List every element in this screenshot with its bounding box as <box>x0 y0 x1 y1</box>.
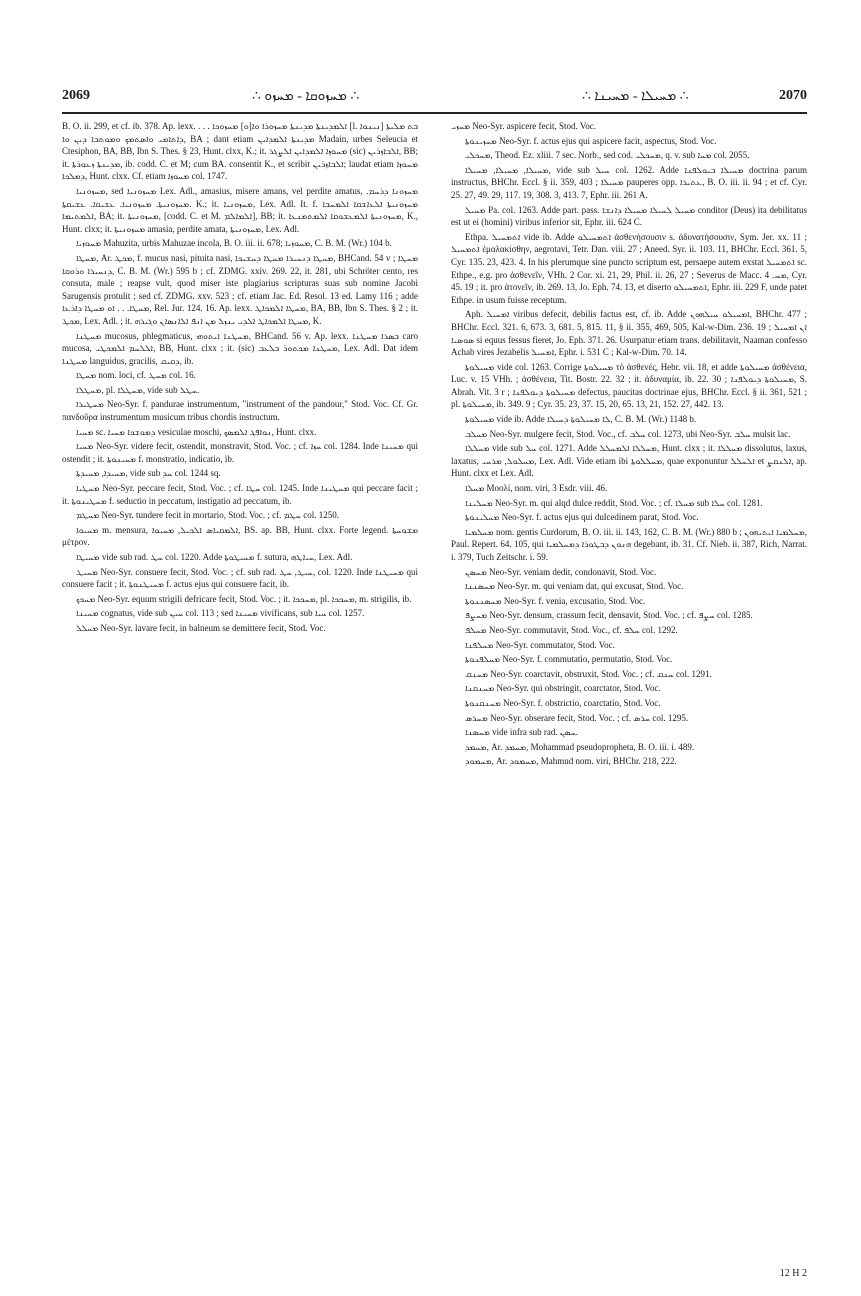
running-head-left: ∴ ܡܚܙܘܩܐ - ܡܚܙܘ ∴ <box>252 89 360 104</box>
left-column <box>62 120 418 637</box>
dictionary-entry: ܡܚܛܐ nom. loci, cf. ܡܚܛ col. 16. <box>76 370 196 381</box>
dictionary-entry: ܡܚܡܕ, Ar. ܡܚܡܕ, Mohammad pseudopropheta, B. O. iii. i. 489. <box>465 741 695 752</box>
right-column <box>451 120 807 770</box>
dictionary-entry: ܡܚܝܕܐ, ܡܚܝܕܬܐ, vide sub ܚܕ col. 1244 sq. <box>76 468 221 479</box>
dictionary-entry: ܡܚܠܐ Μοολί, nom. viri, 3 Esdr. viii. 46. <box>465 483 608 494</box>
dictionary-entry: ܡܚܪܣ Neo-Syr. obserare fecit, Stod. Voc. ; cf. ܚܪܣ col. 1295. <box>465 712 689 723</box>
dictionary-entry: B. O. ii. 299, et cf. ib. 378. Ap. lexx. . . . ܐܠܡܕܝܢܬܐ ܡܕܝܢܬܐ ܡܚܙܘܪܐ ܘܐ[ܘ] ܡܚܙܘܟܐ [l. ܢܝܢܘܐ] ܒܬ ܡܠܝܬܐ ܕܐܬܐܡܝ ܘܐܣܬܡܟ ܘܡܘܬܒܐ ܕܝܢ ܘܐ, BA ; dant etiam ܡܕܝܢܬܐ ܐܠܡܕܐܝܢ Madain, urbes Seleucia et Ctesiphon, BA, BB, Ibn S. Thes. § 23, Hunt. clxx, K.; it. ܡܚܘܙܐ ܐܠܡܕܐܝܢ ܐܠܨܓܪ (sic) ܐܠܒܐܙܪܝܢ, BB; it. ܡܕܝܢܬܐ ܙܥܘܪܬܐ, ib. codd. C. et M; cum BA. consentit K., et scribit ܐܠܒܐܙܪܝܢ; laudat etiam ܡܚܘܙܐ ܕܡܠܟܐ, Hunt. clxx. Cf. etiam ܡܚܘܙܐ col. 1747. <box>62 121 419 182</box>
dictionary-entry: ܡܚܝܠܘܬܐ vide ib. Adde ܠܐ ܡܚܝܠܘܬܐ ܕܚܝܠܐ, C. B. M. (Wr.) 1148 b. <box>465 414 697 425</box>
dictionary-entry: ܡܚܣܢܢܐ Neo-Syr. m. qui veniam dat, qui excusat, Stod. Voc. <box>465 581 684 592</box>
dictionary-entry: ܡܚܠܠ Neo-Syr. lavare fecit, in balneum se demittere fecit, Stod. Voc. <box>76 622 326 633</box>
dictionary-entry: ܡܚܣܢܐ vide infra sub rad. ܚܣܢ. <box>465 727 579 738</box>
header-rule <box>62 112 807 114</box>
dictionary-entry: ܡܚܢܩ Neo-Syr. coarctavit, obstruxit, Stod. Voc. ; cf. ܚܢܩ col. 1291. <box>465 668 712 679</box>
dictionary-entry: ܡܚܠܠܐ vide sub ܚܠ col. 1271. Adde ܡܚܠܠܐ ܐܠܡܚܠܠ, Hunt. clxx ; it. ܡܚܠܠܐ dissolutus, laxus, laxatus, ܡܚܠܘܠ, ܡܪܚܝ, Lex. Adl. Vide etiam ibi ܡܚܠܠܘܬܐ, quae exponuntur ܐܠܚܠܠ et ܐܠܢܩܨ, ap. Hunt. clxx et Lex. Adl. <box>451 443 808 479</box>
dictionary-entry: ܡܚܟܟ Neo-Syr. equum strigili defricare fecit, Stod. Voc. ; it. ܡܚܟܟܐ, pl. ܡܚܟܟܐ, m. strigilis, ib. <box>76 593 412 604</box>
dictionary-entry: ܡܚܝܛܐ vide sub rad. ܚܛ col. 1220. Adde ܡܚܝܛܘܬܐ f. sutura, ܚܝܐܛܗ, Lex. Adl. <box>76 552 353 562</box>
dictionary-entry: ܡܚܝܠ Pa. col. 1263. Adde part. pass. ܡܚܝܠ ܠܚܝܠܐ ܡܚܝܠܐ ܕܐܢܫܐ conditor (Deus) ita debilitatus est ut ei (homini) viribus inferior sit, Ephr. iii. 624 C. <box>451 204 808 228</box>
dictionary-entry: ܡܚܛܐ, Ar. ܡܟܛ, f. mucus nasi, pituita nasi, ܡܚܛܐ ܕܢܚܝܪܐ ܡܚܛܐ ܕܚܫܝܟܐ, BHCand. 54 v ; ܡܚܛܐ ܕܢܚܝܪܐ ܘܪܘܩܐ, C. B. M. (Wr.) 595 b ; cf. ZDMG. xxiv. 269. 22, it. 281, ubi Schröter cento, res consuta, male ; reapse vult, quod miser iste plagiarius scripturas suas sub nomine Jacobi Sarugensis protulit ; sed cf. ZDMG. xxv. 523 ; cf. etiam Jac. Ed. Resol. 13 ed. Lamy 116 ; adde ܡܚܛܐ. . . ܐܘ ܡܚܛܐ ܕܐܪܥܐ, Rel. Jur. 124. 16. Ap. lexx. ܡܚܛܐ ܐܠܡܟܐܛ, BA, BB, Ibn S. Thes. § 2 ; it. ܡܟܛ, Lex. Adl. ; it. ܡܚܛܐ ܐܠܡܟܐܛ ܐܠܕܝ ܝܢܙܠ ܡܢ ܐܢܦ ܐܠܐܢܣܐܢ ܘܓܝܪܗ, K. <box>62 252 419 326</box>
dictionary-entry: ܡܚܝܐ Neo-Syr. videre fecit, ostendit, monstravit, Stod. Voc. ; cf. ܚܙܐ col. 1284. Inde ܡܚܝܢܐ qui ostendit ; it. ܡܚܝܢܘܬܐ f. monstratio, indicatio, ib. <box>62 441 418 464</box>
dictionary-entry: ܡܚܛܝܐ Neo-Syr. peccare fecit, Stod. Voc. ; cf. ܚܛܐ col. 1245. Inde ܡܚܛܝܢܐ qui peccare facit ; it. ܡܚܛܝܢܘܬܐ f. seductio in peccatum, instigatio ad peccatum, ib. <box>62 483 418 506</box>
dictionary-entry: ܡܚܠܦ Neo-Syr. commutavit, Stod. Voc., cf. ܚܠܦ col. 1292. <box>465 624 678 635</box>
dictionary-entry: ܡܚܣܢ Neo-Syr. veniam dedit, condonavit, Stod. Voc. <box>465 566 657 577</box>
dictionary-entry: ܡܚܙܝܢܘܬܐ Neo-Syr. f. actus ejus qui aspicere facit, aspectus, Stod. Voc. <box>465 135 717 146</box>
dictionary-entry: ܡܚܛܠܐ, pl. ܡܚܛܠܐ, vide sub ܚܛܠ. <box>76 384 200 395</box>
dictionary-entry: ܡܚܝܢܐ cognatus, vide sub ܚܝܢ col. 113 ; sed ܡܚܝܢܐ vivificans, sub ܚܝܐ col. 1257. <box>76 608 365 619</box>
dictionary-entry: ܡܚܣܢܢܘܬܐ Neo-Syr. f. venia, excusatio, Stod. Voc. <box>465 595 646 606</box>
dictionary-entry: ܡܚܟܠܝ, Theod. Ez. xliii. 7 sec. Norb., sed cod. ܡܚܟܠܝ, q. v. sub ܡܚܐ col. 2055. <box>465 150 750 161</box>
dictionary-entry: Ethpa. ܐܬܡܚܝܠ vide ib. Adde ܐܬܡܚܝܠܘ ἀσθενήσουσιν s. ἀδυνατήσουσιν, Sym. Jer. xx. 11 ; ܐܬܡܚܝܠ ἐμαλακίσθην, aegrotavi, Tetr. Dan. viii. 27 ; Aneed. Syr. ii. 103. 11, BHChr. Eccl. 361. 5, Cyr. 135. 23, 423. 4. In his plerumque sine puncto scriptum est, persaepe autem exstat ܐܬܡܚܝܠ sc. Ethpe., e.g. pro ἀσθενεῖν, VHh. 2 Cor. xi. 21, 29, Phil. ii. 26, 27 ; Severus de Macc. ܡܚ. 4, Cyr. 45. 19 ; it. pro ἀτονεῖν, ib. 269. 13, Jo. Eph. 74. 13, et diserto ܐܬܡܚܝܠܘ, Ephr. iii. 229 F, unde patet Ethpe. in usum fuisse receptum. <box>451 231 808 305</box>
dictionary-entry: ܡܚܝܘܐ m. mensura, ܐܠܡܩܝܐܣ ܐܠܟܝܠ, ܡܚܝܘܐ, BS. ap. BB, Hunt. clxx. Forte legend. ܡܫܘܚܬܐ μέτρον. <box>62 524 418 548</box>
running-head-right: ∴ ܡܚܝܠܐ - ܡܚܝܢܐ ∴ <box>582 89 689 104</box>
dictionary-entry: ܡܚܝܐ sc. ܕܡܘܫܟܐ ܡܚܝܐ vesiculae moschi, ܢܘܐܦܓ ܐܠܡܣܟ, Hunt. clxx. <box>76 426 317 437</box>
page-header <box>62 88 807 112</box>
dictionary-entry: ܡܚܨܦ Neo-Syr. densum, crassum fecit, densavit, Stod. Voc. ; cf. ܚܨܦ col. 1285. <box>465 610 753 621</box>
dictionary-entry: ܡܚܠܦܢܐ Neo-Syr. commutator, Stod. Voc. <box>465 639 615 650</box>
dictionary-entry: ܡܚܢܩܢܐ Neo-Syr. qui obstringit, coarctator, Stod. Voc. <box>465 683 661 694</box>
page-number-left: 2069 <box>62 88 90 103</box>
dictionary-entry: ܡܚܙܝ Neo-Syr. aspicere fecit, Stod. Voc. <box>451 121 596 131</box>
page-number-right: 2070 <box>779 88 807 103</box>
dictionary-entry: ܡܚܙܘܢܝܐ, sed ܡܚܙܘܢܝܐ Lex. Adl., amasius, misere amans, vel perdite amatus, ܡܚܙܘܢܐ ܕܪܚܡ. ܡܚܙܘܢܝܬܐ. ܡܚܙܘܢܝܐ. ܥܫܝܩܐ. ܥܫܝܩܬܐ. K.; it. ܡܚܙܘܢܝܐ, Lex. Adl. It. f. ܡܚܙܘܢܝܬܐ ܐܠܥܐܫܩܐ ܐܠܡܚܒܐ ܐܠܡܬܝܡܐ, BA; it. ܡܚܙܘܢܝܬܐ, [codd. C. et M. ܐܠܡܐܠܡ], BB; it. ܡܚܙܘܢܝܬܐ ܐܠܡܥܫܘܩܐ ܐܠܡܬܡܢܥܐ, K., Hunt. clxx; it. ܡܚܙܘܢܝܬܐ amasia, perdite amata, ܡܚܙܘܢܝܬܐ, Lex. Adl. <box>62 185 419 234</box>
dictionary-entry: ܡܚܠܡܝܐ nom. gentis Curdorum, B. O. iii. ii. 143, 162, C. B. M. (Wr.) 880 b ; ܡܚܠܡܝܐ ܐܝܬܝܗܘܢ, Paul. Repert. 64. 105, qui ܗܢܘܢ ܕܒܛܘܪܐ ܕܡܚܠܡܝܐ degebant, ib. 31. Cf. Nieb. ii. 387, Rich, Narrat. i. 379, Tuch Zeitschr. i. 59. <box>451 526 807 562</box>
dictionary-entry: ܡܚܠܝܢܘܬܐ Neo-Syr. f. actus ejus qui dulcedinem parat, Stod. Voc. <box>465 512 699 523</box>
dictionary-entry: ܡܚܝܠܐ, ܡܚܝܠܐ, ܡܚܝܠܐ, vide sub ܚܝܠ col. 1262. Adde ܡܚܝܠܐ ܒܝܘܠܦܢܐ doctrina parum instructus, BHChr. Eccl. § ii. 359, 403 ; ܡܚܝܠܐ pauperes opp. ܥܬܝܪܐ, B. O. iii. ii. 94 ; et cf. Cyr. 25. 27, 49. 29, 117. 19, 308. 3, 413. 7, Ephr. iii. 261 A. <box>451 164 808 200</box>
dictionary-entry: ܡܚܛܢܐ mucosus, phlegmaticus, ܡܚܛܢܐ ܐܝܬܘܗܝ, BHCand. 56 v. Ap. lexx. ܒܣܪܐ ܡܚܛܢܐ caro mucosa, ܐܠܠܚܡ ܐܠܡܟܛܝ, BB, Hunt. clxx ; it. (sic) ܡܚܛܢܐ ܡܟܬܘܪ ܒܠܥܒ, Lex. Adl. Dat idem ܡܚܛܢܐ languidus, gracilis, ܕܩܝܩ, ib. <box>62 330 418 366</box>
dictionary-entry: ܡܚܛܝܪܐ Neo-Syr. f. pandurae instrumentum, "instrument of the pandour," Stod. Voc. Cf. Gr. πανδοῦρα instrumentum musicum tribus chordis instructum. <box>62 399 418 423</box>
dictionary-entry: ܡܚܠܒ Neo-Syr. mulgere fecit, Stod. Voc., cf. ܚܠܒ col. 1273, ubi Neo-Syr. ܚܠܒ mulsit lac. <box>465 428 791 439</box>
dictionary-entry: ܡܚܠܦܢܘܬܐ Neo-Syr. f. commutatio, permutatio, Stod. Voc. <box>465 654 673 665</box>
signature-mark: 12 H 2 <box>779 1268 807 1279</box>
dictionary-entry: ܡܚܢܩܢܘܬܐ Neo-Syr. f. obstrictio, coarctatio, Stod. Voc. <box>465 697 661 708</box>
dictionary-entry: ܡܚܛܡ Neo-Syr. tundere fecit in mortario, Stod. Voc. ; cf. ܚܛܡ col. 1250. <box>76 510 340 521</box>
dictionary-entry: Aph. ܐܡܚܝܠ viribus defecit, debilis factus est, cf. ib. Adde ܐܡܚܝܠܘ ܚܝܠܗܘܢ, BHChr. 477 ; BHChr. Eccl. 321. 6, 673. 3, 681. 5, 815. 11, § ii. 355, 469, 505, Kal-w-Dim. 236. 19 ; ܐܢ ܐܡܚܝܠ ܣܘܣܝܐ si equus fessus fieret, Jo. Eph. 371. 26. Usurpatur etiam trans. debilitavit, Naaman confesso Achab vires Jezabelis ܐܡܚܝܠ, Ephr. i. 531 C ; Kal-w-Dim. 70. 14. <box>451 309 807 358</box>
dictionary-entry: ܡܚܡܘܕ, Ar. ܡܚܡܘܕ, Mahmud nom. viri, BHChr. 218, 222. <box>465 756 677 767</box>
dictionary-entry: ܡܚܝܠܘܬܐ vide col. 1263. Corrige ܡܚܝܠܘܬܐ τὸ ἀσθενές, Hebr. vii. 18, et adde ܡܚܝܠܘܬܐ ἀσθένεια, Luc. v. 15 VHh. ; ἀσθένεια, Tit. Bostr. 22. 32 ; it. ἀδυναμία, ib. 22. 30 ; ܡܚܝܠܘܬܐ ܕܝܘܠܦܢܐ, S. Abrah. Vit. 3 r ; ܡܚܝܠܘܬܐ ܕܝܘܠܦܢܐ defectus, paucitas doctrinae ejus, BHChr. Eccl. § ii. 361, 521 ; pl. ܡܚܝܠܘܬܐ, ib. 349. 9 ; Cyr. 35. 23, 37. 15, 20, 65. 13, 21, 152. 27, 442. 13. <box>451 361 808 410</box>
dictionary-entry: ܡܚܝܛ Neo-Syr. consuere fecit, Stod. Voc. ; cf. sub rad. ܚܝܛ, ܚܛ, col. 1220. Inde ܡܚܝܛܢܐ qui consuere facit ; it. ܡܚܝܛܢܘܬܐ f. actus ejus qui consuere facit, ib. <box>62 566 418 590</box>
dictionary-entry: ܡܚܘܙܝܐ Mahuzita, urbis Mahuzae incola, B. O. iii. ii. 678; ܡܚܘܙܝܐ, C. B. M. (Wr.) 104 b. <box>76 238 392 249</box>
dictionary-entry: ܡܚܠܝܢܐ Neo-Syr. m. qui alqd dulce reddit, Stod. Voc. ; cf. ܡܚܠܐ sub ܚܠܐ col. 1281. <box>465 497 763 508</box>
